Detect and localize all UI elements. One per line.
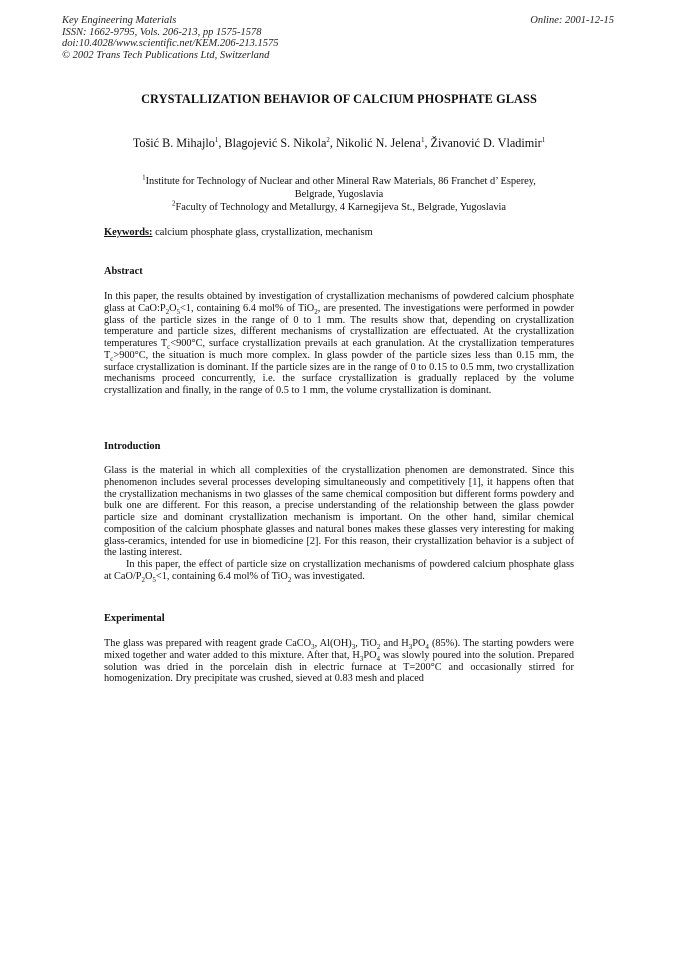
affiliation-text: Institute for Technology of Nuclear and other Mineral Raw Materials, 86 Franchet d’ Esperey, — [145, 176, 536, 187]
online-date: Online: 2001-12-15 — [530, 15, 614, 26]
author-affiliation-mark: 1 — [420, 135, 425, 144]
author-name: Tošić B. Mihajlo — [132, 136, 215, 150]
author-name: Živanović D. Vladimir — [430, 136, 542, 150]
keywords-label: Keywords: — [104, 227, 153, 238]
paper-title: CRYSTALLIZATION BEHAVIOR OF CALCIUM PHOSPHATE GLASS — [141, 92, 537, 106]
author-affiliation-mark: 1 — [214, 135, 219, 144]
affiliation-text: Belgrade, Yugoslavia — [294, 189, 384, 200]
affiliation-mark: 1 — [142, 173, 146, 182]
keywords-text: calcium phosphate glass, crystallization, mechanism — [155, 227, 373, 238]
affiliation-1 — [100, 175, 578, 201]
abstract-heading: Abstract — [104, 266, 143, 277]
abstract-paragraph: In this paper, the results obtained by investigation of crystallization mechanisms of powdered calcium phosphate glass at $CaO:P_2O_5<1$, containing 6.4 mol% of TiO$_2$, are presented. The investigations were performed in powder glass of the particle sizes in the range of 0 to 1 mm. The results show that, depending on crystallization temperature and particle sizes, different mechanisms of crystallization are effectuated. At the crystallization temperatures $T_c<900^\circ C$, surface crystallization prevails at each granulation. At the crystallization temperatures $T_c>900^\circ C$, the situation is much more complex. In glass powder of the particle sizes less than 0.15 mm, the surface crystallization is dominant. If the particle sizes are in the range of 0 to 0.15 to 0.5 mm, two crystallization mechanisms proceed concurrently, i.e. the surface crystallization is gradually replaced by the volume crystallization and finally, in the range of 0.5 to 1 mm, the volume crystallization is dominant. — [104, 291, 574, 396]
doi-line: doi:10.4028/www.scientific.net/KEM.206-213.1575 — [62, 38, 279, 50]
affiliation-mark: 2 — [171, 199, 176, 208]
keywords — [104, 227, 373, 238]
experimental-paragraph: The glass was prepared with reagent grade CaCO$_3$, $Al(OH)_3$, TiO$_2$ and $H_3PO_4$ (85%). The starting powders were mixed together and water added to this mixture. After that, $H_3PO_4$ was slowly poured into the solution. Prepared solution was dried in the porcelain dish in electric furnace at T=200°C and occasionally stirred for homogenization. Dry precipitate was crushed, sieved at 0.83 mesh and placed — [104, 638, 575, 685]
experimental-heading: Experimental — [104, 613, 165, 624]
affiliation-text: Faculty of Technology and Metallurgy, 4 Karnegijeva St., Belgrade, Yugoslavia — [175, 202, 507, 213]
author-name: Blagojević S. Nikola — [224, 136, 327, 150]
author-name: Nikolić N. Jelena — [335, 136, 421, 150]
introduction-heading: Introduction — [104, 441, 161, 452]
issn-line: ISSN: 1662-9795, Vols. 206-213, pp 1575-1578 — [62, 26, 262, 38]
author-affiliation-mark: 2 — [326, 135, 330, 144]
introduction-paragraph: In this paper, the effect of particle size on crystallization mechanisms of powdered calcium phosphate glass at CaO/$P_2O_5<1$, containing 6.4 mol% of TiO$_2$ was investigated. — [104, 559, 574, 584]
introduction-body — [104, 465, 574, 583]
author-affiliation-mark: 1 — [541, 135, 546, 144]
copyright-line: © 2002 Trans Tech Publications Ltd, Switzerland — [62, 49, 270, 61]
journal-header — [62, 15, 279, 61]
affiliation-2 — [100, 201, 578, 214]
author-list: Tošić B. Mihajlo$^1$, Blagojević S. Nikola$^2$, Nikolić N. Jelena$^1$, Živanović D. Vladimir$^1$ — [132, 135, 546, 150]
journal-name: Key Engineering Materials — [62, 15, 177, 26]
introduction-paragraph: Glass is the material in which all complexities of the crystallization phenomen are demonstrated. Since this phenomenon includes several processes developing simultaneously and competitively [1], it happens often that the crystallization mechanisms in two glasses of the same chemical composition but different forms powdery and bulk one are different. For this reason, a precise understanding of the relationship between the glass powder particle size and dominant crystallization mechanism is important. On the other hand, similar chemical composition of the calcium phosphate glasses and natural bones makes these glasses very interesting for making glass-ceramics, intended for use in biomedicine [2]. For this reason, their crystallization behavior is a subject of the lasting interest. — [104, 465, 574, 559]
